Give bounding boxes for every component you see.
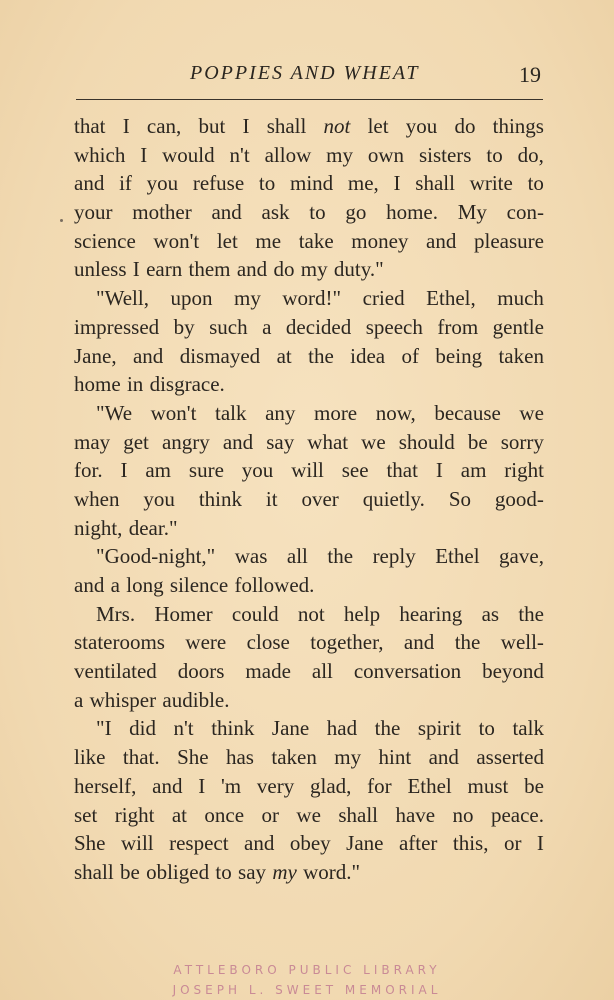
word: to xyxy=(478,716,495,741)
word: of xyxy=(401,343,420,368)
word: be xyxy=(467,429,488,454)
word: would xyxy=(162,142,215,167)
word: I xyxy=(435,458,443,483)
word: has xyxy=(225,745,254,770)
word: Jane, xyxy=(74,343,117,368)
word: be xyxy=(524,773,544,798)
word: well- xyxy=(500,630,544,655)
text-line xyxy=(74,772,544,801)
word: let xyxy=(367,114,389,138)
word: together, xyxy=(310,630,384,655)
word: was xyxy=(234,544,268,569)
word: n't xyxy=(173,716,194,741)
word: by xyxy=(173,314,195,339)
word: and xyxy=(74,171,105,196)
word: and xyxy=(428,745,459,770)
word: disgrace. xyxy=(149,372,225,397)
word: being xyxy=(435,343,483,368)
word: think xyxy=(198,486,242,511)
word: quietly. xyxy=(362,486,425,511)
margin-speck xyxy=(60,219,63,222)
word: She xyxy=(177,745,209,770)
word: sorry xyxy=(500,429,544,454)
word: am xyxy=(460,458,487,483)
word: say xyxy=(266,429,295,454)
word: if xyxy=(119,171,132,196)
word: duty." xyxy=(333,257,384,282)
word: mind xyxy=(289,171,334,196)
word: sure xyxy=(188,458,224,483)
word: it xyxy=(265,486,278,511)
word: from xyxy=(437,314,479,339)
text-line xyxy=(74,829,544,858)
word: word!" xyxy=(282,286,342,311)
word: will xyxy=(291,458,324,483)
word: that xyxy=(74,114,106,138)
word: the xyxy=(327,544,354,569)
word: I xyxy=(120,458,128,483)
word: hint xyxy=(378,745,412,770)
word: money xyxy=(351,228,409,253)
word: Ethel xyxy=(407,773,452,798)
word: "We xyxy=(96,400,133,425)
word: shall xyxy=(74,859,114,884)
word: all xyxy=(311,659,333,684)
word: shall xyxy=(266,114,307,138)
word: my xyxy=(326,142,353,167)
word: the xyxy=(308,343,334,368)
word: silence xyxy=(169,573,229,597)
text-line xyxy=(74,112,544,141)
text-line xyxy=(74,628,544,657)
word: am xyxy=(145,458,172,483)
text-line xyxy=(74,514,544,543)
word: be xyxy=(119,859,140,884)
text-line xyxy=(74,686,544,715)
word: glad, xyxy=(310,773,352,798)
word: a xyxy=(74,687,84,712)
word: gentle xyxy=(492,314,544,339)
word: doors xyxy=(177,659,225,684)
word: won't xyxy=(153,228,200,253)
word: I xyxy=(132,257,140,282)
word: to xyxy=(527,171,544,196)
word: that xyxy=(386,458,418,483)
word: do xyxy=(273,257,295,282)
word: them xyxy=(188,257,231,282)
word: after xyxy=(398,831,438,856)
word: I xyxy=(393,171,401,196)
word: things xyxy=(492,114,544,138)
word: do, xyxy=(517,142,544,167)
word: a xyxy=(110,573,120,597)
word: should xyxy=(398,429,455,454)
word: to xyxy=(309,200,326,225)
word: made xyxy=(245,659,291,684)
word: me xyxy=(255,228,282,253)
word: "Good-night," xyxy=(96,544,216,569)
text-line xyxy=(74,370,544,399)
word: we xyxy=(361,429,386,454)
word: and xyxy=(403,630,435,655)
word: and xyxy=(244,831,275,856)
body-text xyxy=(74,112,544,887)
word: My xyxy=(457,200,487,225)
word: and xyxy=(152,773,183,798)
word: you xyxy=(143,486,175,511)
word: or xyxy=(261,802,279,827)
word: have xyxy=(395,802,436,827)
word: good- xyxy=(494,486,544,511)
word: beyond xyxy=(482,659,544,684)
word: my xyxy=(272,859,297,884)
word: herself, xyxy=(74,773,137,798)
word: to xyxy=(486,142,503,167)
text-line xyxy=(74,141,544,170)
text-line xyxy=(74,255,544,284)
text-line xyxy=(74,858,544,887)
word: the xyxy=(374,716,401,741)
word: what xyxy=(307,429,349,454)
text-line xyxy=(74,485,544,514)
word: obey xyxy=(289,831,331,856)
text-line xyxy=(74,542,544,571)
word: and xyxy=(236,257,268,282)
word: no xyxy=(452,802,474,827)
word: more xyxy=(313,400,358,425)
word: audible. xyxy=(162,687,230,712)
word: or xyxy=(503,831,522,856)
word: Ethel xyxy=(435,544,480,569)
word: you xyxy=(405,114,438,138)
word: respect xyxy=(169,831,229,856)
word: set xyxy=(74,802,98,827)
word: the xyxy=(518,601,544,626)
word: obliged xyxy=(146,859,210,884)
text-line xyxy=(74,657,544,686)
word: like xyxy=(74,745,106,770)
word: peace. xyxy=(490,802,544,827)
word: had xyxy=(326,716,358,741)
word: the xyxy=(454,630,481,655)
word: this, xyxy=(452,831,489,856)
word: over xyxy=(301,486,339,511)
word: Jane xyxy=(271,716,310,741)
text-line xyxy=(74,198,544,227)
word: were xyxy=(185,630,227,655)
library-stamp-line-1: ATTLEBORO PUBLIC LIBRARY xyxy=(173,963,441,977)
word: Ethel, xyxy=(426,286,476,311)
word: "Well, xyxy=(96,286,149,311)
word: right xyxy=(114,802,155,827)
word: cried xyxy=(362,286,405,311)
text-line xyxy=(74,801,544,830)
text-line xyxy=(74,169,544,198)
word: staterooms xyxy=(74,630,165,655)
word: not xyxy=(323,114,351,138)
text-line xyxy=(74,456,544,485)
word: and xyxy=(132,343,164,368)
word: allow xyxy=(264,142,312,167)
word: So xyxy=(448,486,472,511)
word: I xyxy=(140,142,148,167)
text-line xyxy=(74,399,544,428)
word: your xyxy=(74,200,113,225)
word: ask xyxy=(261,200,290,225)
word: not xyxy=(297,601,325,626)
word: conversation xyxy=(353,659,462,684)
word: and xyxy=(222,429,254,454)
word: now, xyxy=(375,400,416,425)
word: my xyxy=(300,257,328,282)
word: we xyxy=(296,802,321,827)
word: you xyxy=(241,458,274,483)
word: when xyxy=(74,486,120,511)
word: will xyxy=(120,831,154,856)
word: did xyxy=(129,716,156,741)
word: go xyxy=(345,200,367,225)
word: at xyxy=(276,343,292,368)
word: hearing xyxy=(399,601,463,626)
word: and xyxy=(211,200,242,225)
word: own xyxy=(367,142,405,167)
word: but xyxy=(198,114,226,138)
word: once xyxy=(204,802,245,827)
word: taken xyxy=(271,745,317,770)
word: help xyxy=(343,601,381,626)
text-line xyxy=(74,743,544,772)
word: speech xyxy=(365,314,423,339)
word: home. xyxy=(386,200,438,225)
word: dismayed xyxy=(179,343,261,368)
word: my xyxy=(334,745,362,770)
running-title: POPPIES AND WHEAT xyxy=(190,62,420,84)
word: spirit xyxy=(417,716,462,741)
word: whisper xyxy=(89,687,157,712)
word: gave, xyxy=(499,544,544,569)
text-line xyxy=(74,342,544,371)
word: much xyxy=(497,286,544,311)
word: do xyxy=(454,114,476,138)
word: mother xyxy=(132,200,192,225)
word: pleasure xyxy=(473,228,544,253)
word: and xyxy=(74,573,105,597)
text-line xyxy=(74,284,544,313)
word: because xyxy=(434,400,501,425)
word: I xyxy=(122,114,130,138)
word: upon xyxy=(170,286,213,311)
word: get xyxy=(123,429,149,454)
word: that. xyxy=(122,745,160,770)
text-line xyxy=(74,313,544,342)
word: very xyxy=(256,773,295,798)
word: impressed xyxy=(74,314,160,339)
word: angry xyxy=(161,429,210,454)
header-rule xyxy=(76,99,543,100)
word: won't xyxy=(150,400,197,425)
word: 'm xyxy=(221,773,242,798)
library-stamp-line-2: JOSEPH L. SWEET MEMORIAL xyxy=(172,983,442,997)
word: which xyxy=(74,142,126,167)
word: me, xyxy=(347,171,379,196)
word: I xyxy=(198,773,206,798)
word: my xyxy=(234,286,261,311)
word: idea xyxy=(350,343,386,368)
word: talk xyxy=(215,400,247,425)
word: write xyxy=(469,171,513,196)
word: ventilated xyxy=(74,659,157,684)
word: I xyxy=(242,114,250,138)
word: take xyxy=(298,228,334,253)
word: Homer xyxy=(154,601,213,626)
word: She xyxy=(74,831,106,856)
word: asserted xyxy=(476,745,544,770)
running-head xyxy=(0,62,614,92)
word: Jane xyxy=(346,831,384,856)
word: shall xyxy=(415,171,455,196)
text-line xyxy=(74,227,544,256)
word: any xyxy=(265,400,296,425)
word: in xyxy=(126,372,144,397)
text-line xyxy=(74,714,544,743)
word: for. xyxy=(74,458,103,483)
word: see xyxy=(341,458,369,483)
word: reply xyxy=(372,544,416,569)
word: for xyxy=(367,773,392,798)
word: I xyxy=(536,831,544,856)
word: we xyxy=(519,400,544,425)
text-line xyxy=(74,428,544,457)
word: con- xyxy=(506,200,544,225)
text-line xyxy=(74,571,544,600)
word: refuse xyxy=(192,171,245,196)
word: to xyxy=(215,859,232,884)
word: home xyxy=(74,372,121,397)
word: n't xyxy=(229,142,250,167)
word: may xyxy=(74,429,111,454)
word: earn xyxy=(146,257,183,282)
word: decided xyxy=(285,314,352,339)
word: at xyxy=(171,802,187,827)
word: right xyxy=(504,458,544,483)
word: unless xyxy=(74,257,127,282)
word: sisters xyxy=(418,142,472,167)
word: "I xyxy=(96,716,112,741)
word: say xyxy=(238,859,267,884)
word: word." xyxy=(303,859,361,884)
word: to xyxy=(258,171,276,196)
word: followed. xyxy=(234,573,315,597)
word: all xyxy=(286,544,308,569)
word: shall xyxy=(338,802,379,827)
word: close xyxy=(246,630,290,655)
text-line xyxy=(74,600,544,629)
word: long xyxy=(126,573,164,597)
word: such xyxy=(209,314,248,339)
word: must xyxy=(467,773,509,798)
word: science xyxy=(74,228,136,253)
word: you xyxy=(146,171,179,196)
word: taken xyxy=(498,343,544,368)
word: night, xyxy=(74,515,123,540)
word: let xyxy=(216,228,238,253)
word: as xyxy=(481,601,500,626)
word: think xyxy=(211,716,255,741)
word: could xyxy=(231,601,279,626)
word: Mrs. xyxy=(96,601,136,626)
word: talk xyxy=(512,716,544,741)
word: and xyxy=(426,228,457,253)
word: can, xyxy=(146,114,182,138)
word: a xyxy=(262,314,272,339)
page-number: 19 xyxy=(519,62,541,87)
word: dear." xyxy=(128,515,178,540)
